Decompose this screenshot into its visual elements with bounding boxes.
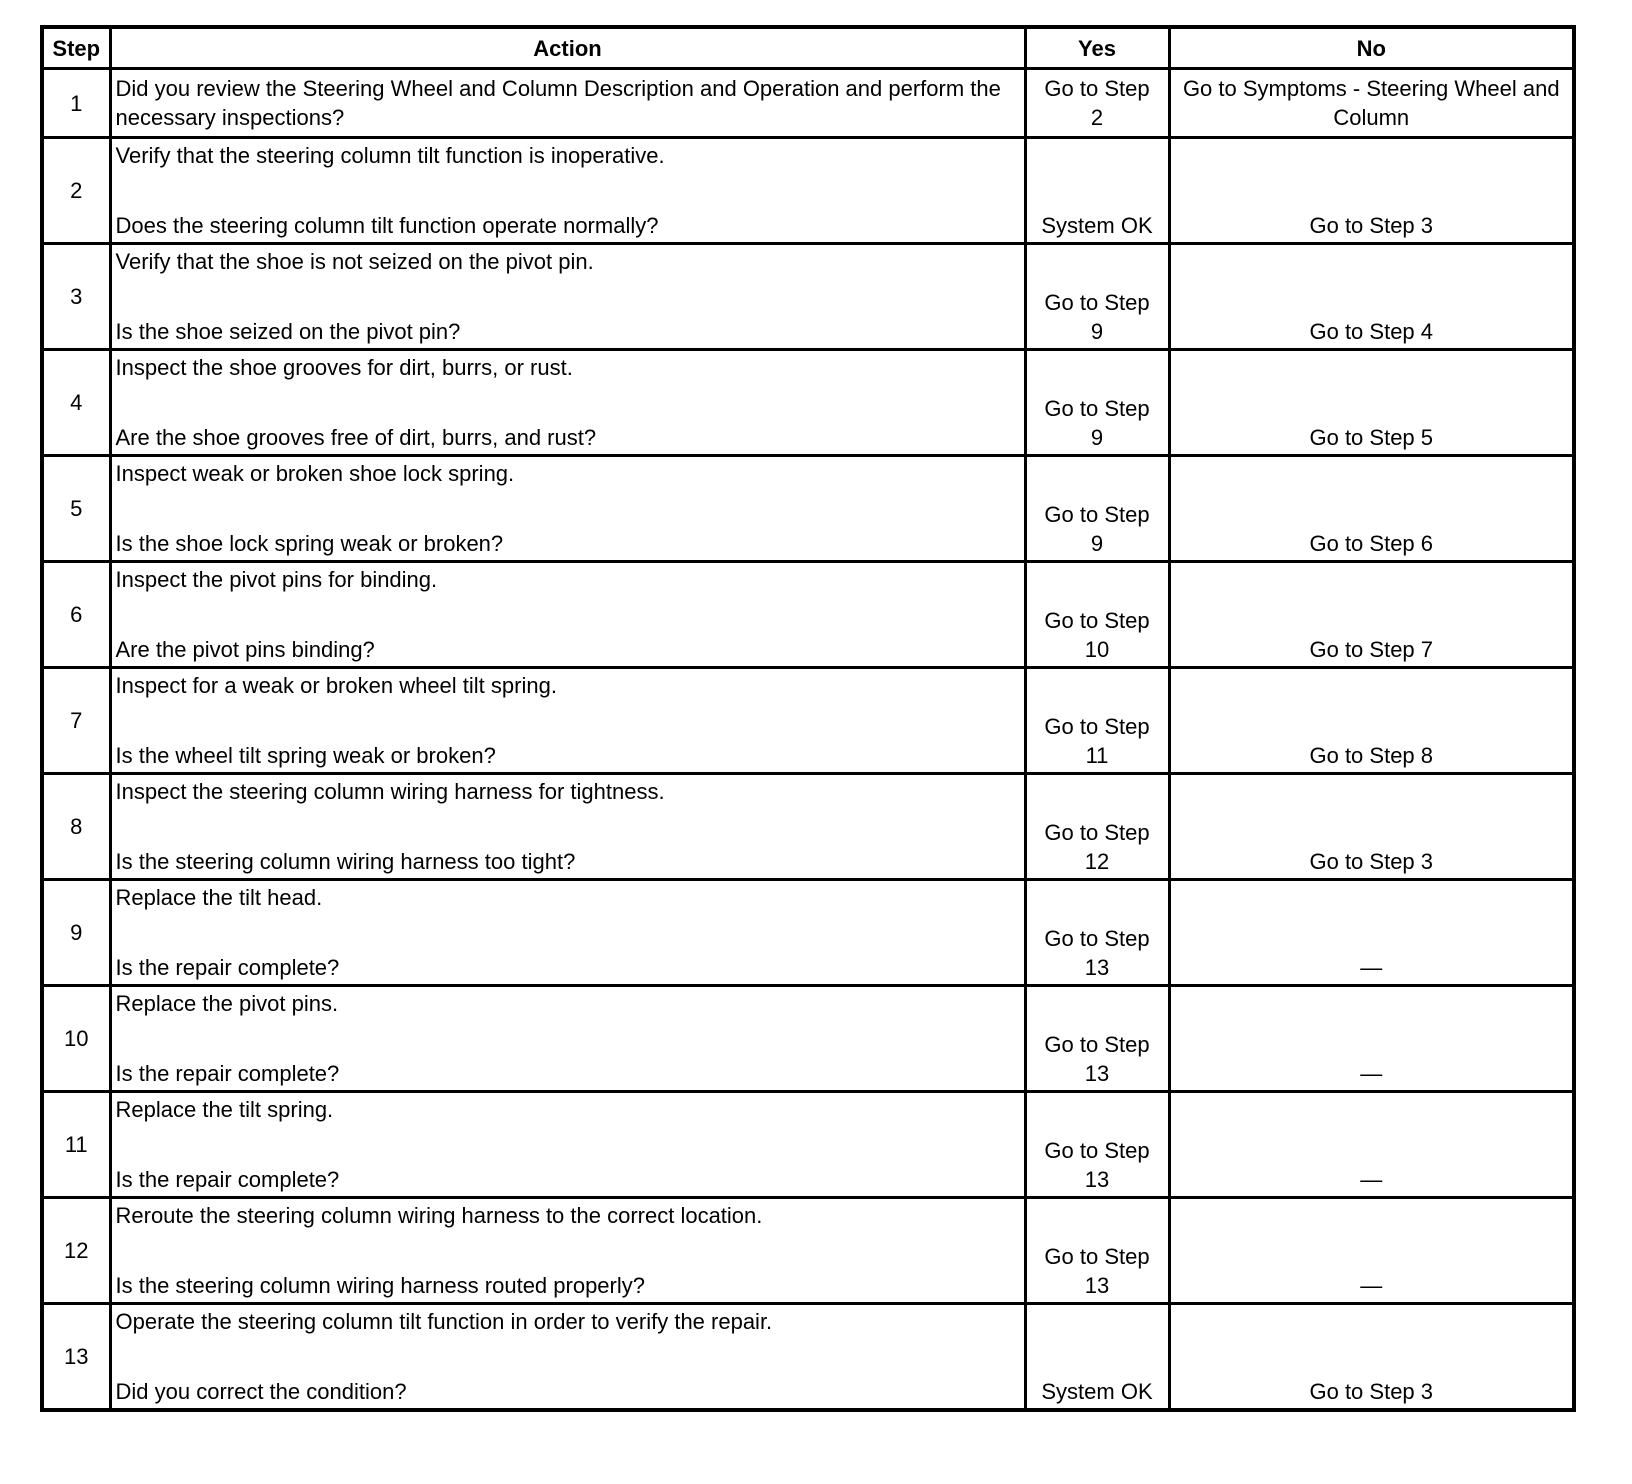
- no-cell: Go to Step 3: [1169, 1304, 1574, 1411]
- action-cell: [110, 138, 1025, 244]
- no-cell: Go to Step 6: [1169, 456, 1574, 562]
- action-cell: [110, 1198, 1025, 1304]
- table-row: [42, 562, 1574, 668]
- step-cell: 8: [42, 774, 110, 880]
- question-text: Does the steering column tilt function operate normally?: [115, 213, 659, 238]
- header-no: No: [1169, 27, 1574, 69]
- no-cell: —: [1169, 986, 1574, 1092]
- action-text: Inspect the steering column wiring harness for tightness.: [115, 779, 665, 804]
- action-text: Inspect for a weak or broken wheel tilt spring.: [115, 673, 557, 698]
- action-cell: [110, 1304, 1025, 1411]
- question-text: Is the steering column wiring harness too tight?: [115, 849, 576, 874]
- action-text: Inspect weak or broken shoe lock spring.: [115, 461, 515, 486]
- header-step: Step: [42, 27, 110, 69]
- step-cell: 10: [42, 986, 110, 1092]
- question-text: Is the repair complete?: [115, 1167, 340, 1192]
- diagnostic-table: [40, 25, 1576, 1412]
- step-cell: 9: [42, 880, 110, 986]
- no-cell: —: [1169, 880, 1574, 986]
- no-cell: Go to Step 8: [1169, 668, 1574, 774]
- action-text: Inspect the pivot pins for binding.: [115, 567, 438, 592]
- table-row: [42, 69, 1574, 138]
- action-cell: [110, 880, 1025, 986]
- step-cell: 12: [42, 1198, 110, 1304]
- question-text: Is the shoe seized on the pivot pin?: [115, 319, 461, 344]
- question-text: Did you correct the condition?: [115, 1379, 407, 1404]
- yes-cell: Go to Step 9: [1025, 456, 1169, 562]
- action-text: Replace the pivot pins.: [115, 991, 339, 1016]
- table-row: [42, 1198, 1574, 1304]
- yes-cell: Go to Step 9: [1025, 244, 1169, 350]
- header-yes: Yes: [1025, 27, 1169, 69]
- table-row: [42, 880, 1574, 986]
- action-cell: [110, 1092, 1025, 1198]
- no-cell: Go to Step 3: [1169, 774, 1574, 880]
- no-cell: Go to Symptoms - Steering Wheel and Column: [1169, 69, 1574, 138]
- step-cell: 6: [42, 562, 110, 668]
- yes-cell: Go to Step 13: [1025, 1198, 1169, 1304]
- action-text: Replace the tilt head.: [115, 885, 323, 910]
- action-cell: [110, 774, 1025, 880]
- yes-cell: Go to Step 9: [1025, 350, 1169, 456]
- step-cell: 1: [42, 69, 110, 138]
- step-cell: 2: [42, 138, 110, 244]
- action-text: Verify that the shoe is not seized on the pivot pin.: [115, 249, 594, 274]
- no-cell: —: [1169, 1198, 1574, 1304]
- table-row: [42, 138, 1574, 244]
- table-row: [42, 456, 1574, 562]
- table-row: [42, 1304, 1574, 1411]
- yes-cell: Go to Step 10: [1025, 562, 1169, 668]
- no-cell: Go to Step 7: [1169, 562, 1574, 668]
- question-text: Is the steering column wiring harness routed properly?: [115, 1273, 645, 1298]
- action-text: Replace the tilt spring.: [115, 1097, 334, 1122]
- yes-cell: Go to Step 12: [1025, 774, 1169, 880]
- table-row: [42, 774, 1574, 880]
- table-row: [42, 986, 1574, 1092]
- no-cell: —: [1169, 1092, 1574, 1198]
- step-cell: 5: [42, 456, 110, 562]
- table-row: [42, 244, 1574, 350]
- step-cell: 13: [42, 1304, 110, 1411]
- yes-cell: Go to Step 2: [1025, 69, 1169, 138]
- action-cell: [110, 244, 1025, 350]
- no-cell: Go to Step 4: [1169, 244, 1574, 350]
- yes-cell: System OK: [1025, 1304, 1169, 1411]
- question-text: Is the wheel tilt spring weak or broken?: [115, 743, 496, 768]
- table-row: [42, 1092, 1574, 1198]
- yes-cell: System OK: [1025, 138, 1169, 244]
- yes-cell: Go to Step 13: [1025, 986, 1169, 1092]
- action-text: Inspect the shoe grooves for dirt, burrs, or rust.: [115, 355, 573, 380]
- action-text: Reroute the steering column wiring harness to the correct location.: [115, 1203, 763, 1228]
- action-cell: [110, 350, 1025, 456]
- header-row: [42, 27, 1574, 69]
- action-text: Did you review the Steering Wheel and Column Description and Operation and perform the necessary inspections?: [115, 76, 1001, 130]
- table-row: [42, 350, 1574, 456]
- action-cell: [110, 668, 1025, 774]
- table-row: [42, 668, 1574, 774]
- step-cell: 11: [42, 1092, 110, 1198]
- action-text: Operate the steering column tilt function in order to verify the repair.: [115, 1309, 773, 1334]
- header-action: Action: [110, 27, 1025, 69]
- step-cell: 7: [42, 668, 110, 774]
- question-text: Is the repair complete?: [115, 955, 340, 980]
- no-cell: Go to Step 5: [1169, 350, 1574, 456]
- question-text: Are the pivot pins binding?: [115, 637, 375, 662]
- yes-cell: Go to Step 13: [1025, 1092, 1169, 1198]
- yes-cell: Go to Step 11: [1025, 668, 1169, 774]
- step-cell: 3: [42, 244, 110, 350]
- yes-cell: Go to Step 13: [1025, 880, 1169, 986]
- question-text: Is the shoe lock spring weak or broken?: [115, 531, 504, 556]
- action-cell: [110, 986, 1025, 1092]
- action-cell: [110, 562, 1025, 668]
- question-text: Are the shoe grooves free of dirt, burrs, and rust?: [115, 425, 597, 450]
- step-cell: 4: [42, 350, 110, 456]
- action-cell: [110, 69, 1025, 138]
- action-text: Verify that the steering column tilt function is inoperative.: [115, 143, 665, 168]
- action-cell: [110, 456, 1025, 562]
- question-text: Is the repair complete?: [115, 1061, 340, 1086]
- no-cell: Go to Step 3: [1169, 138, 1574, 244]
